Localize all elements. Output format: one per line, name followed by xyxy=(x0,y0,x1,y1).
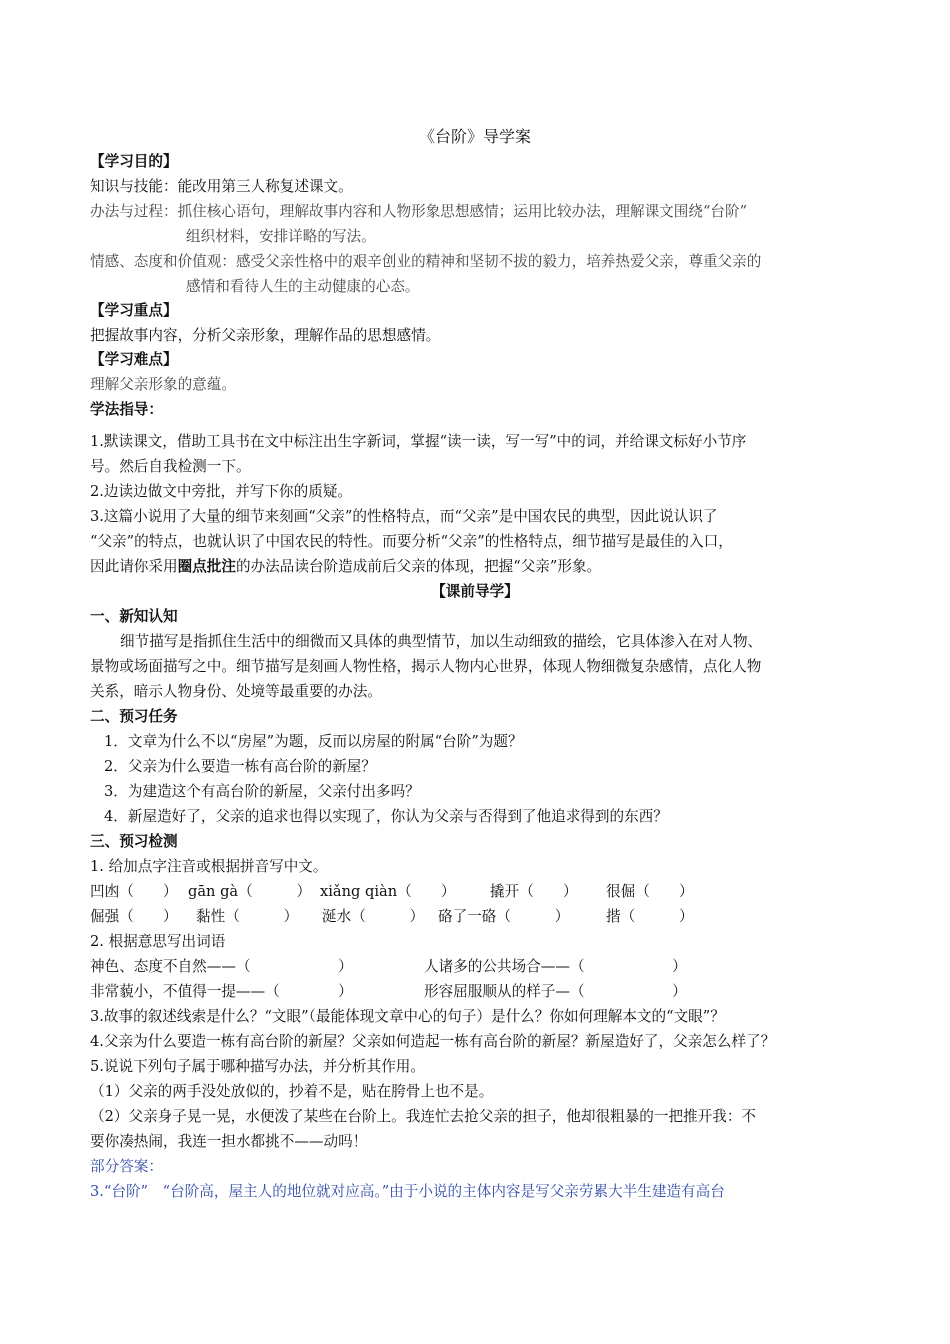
pre-class-heading: 【课前导学】 xyxy=(431,583,519,600)
guide-item-3-line3 xyxy=(90,558,601,576)
objective-method-line2: 组织材料，安排详略的写法。 xyxy=(186,228,376,245)
pinyin-item: 揩（ ） xyxy=(606,908,694,925)
difficulty-heading: 【学习难点】 xyxy=(90,351,178,368)
question-4: 4.父亲为什么要造一栋有高台阶的新屋？父亲如何造起一栋有高台阶的新屋？新屋造好了，父亲怎么样了？ xyxy=(90,1033,776,1050)
pinyin-item: 很倔（ ） xyxy=(606,883,694,900)
answer-label: 部分答案： xyxy=(90,1158,163,1175)
section-1-para-line2: 景物或场面描写之中。细节描写是刻画人物性格，揭示人物内心世界，体现人物细微复杂感情，点化人物 xyxy=(90,658,762,675)
question-5-sentence-1: （1）父亲的两手没处放似的，抄着不是，贴在胯骨上也不是。 xyxy=(90,1083,494,1100)
guide-item-1-line1: 1.默读课文，借助工具书在文中标注出生字新词，掌握“读一读，写一写”中的词，并给课文标好小节序 xyxy=(90,433,747,450)
document-title: 《台阶》导学案 xyxy=(418,127,531,146)
guide-item-3-line1: 3.这篇小说用了大量的细节来刻画“父亲”的性格特点，而“父亲”是中国农民的典型，因此说认识了 xyxy=(90,508,718,525)
objective-emotion-line1: 情感、态度和价值观：感受父亲性格中的艰辛创业的精神和坚韧不拔的毅力，培养热爱父亲，尊重父亲的 xyxy=(90,253,762,270)
definition-item: 非常藐小，不值得一提——（ ） xyxy=(90,983,353,1000)
difficulty-text: 理解父亲形象的意蕴。 xyxy=(90,376,236,393)
section-1-heading: 一、新知认知 xyxy=(90,608,178,625)
section-1-para-line3: 关系，暗示人物身份、处境等最重要的办法。 xyxy=(90,683,382,700)
task-item: 1．文章为什么不以“房屋”为题，反而以房屋的附属“台阶”为题？ xyxy=(104,733,523,750)
question-5-sentence-2-line1: （2）父亲身子晃一晃，水便泼了某些在台阶上。我连忙去抢父亲的担子，他却很粗暴的一把推开我：不 xyxy=(90,1108,757,1125)
pinyin-item: 撬开（ ） xyxy=(490,883,578,900)
guide-item-1-line2: 号。然后自我检测一下。 xyxy=(90,458,251,475)
pinyin-item: 涎水（ ） xyxy=(322,908,425,925)
guide-item-3-emphasis: 圈点批注 xyxy=(177,558,236,575)
definition-item: 人诸多的公共场合——（ ） xyxy=(424,958,687,975)
guide-item-3-line3-c: 的办法品读台阶造成前后父亲的体现，把握“父亲”形象。 xyxy=(235,558,602,575)
guide-item-2: 2.边读边做文中旁批，并写下你的质疑。 xyxy=(90,483,353,500)
definition-item: 神色、态度不自然——（ ） xyxy=(90,958,353,975)
pinyin-item: 倔强（ ） xyxy=(90,908,178,925)
pinyin-item: 黏性（ ） xyxy=(196,908,299,925)
key-points-text: 把握故事内容，分析父亲形象，理解作品的思想感情。 xyxy=(90,327,441,344)
question-5-sentence-2-line2: 要你凑热闹，我连一担水都挑不——动吗！ xyxy=(90,1133,368,1150)
section-3-heading: 三、预习检测 xyxy=(90,833,178,850)
guide-item-3-line3-a: 因此请你采用 xyxy=(90,558,178,575)
guide-item-3-line2: “父亲”的特点，也就认识了中国农民的特性。而要分析“父亲”的性格特点，细节描写是最佳的入口， xyxy=(90,533,733,550)
pinyin-item: gān gà（ ） xyxy=(188,883,312,900)
answer-3: 3.“台阶” “台阶高，屋主人的地位就对应高。”由于小说的主体内容是写父亲劳累大半生建造有高台 xyxy=(90,1183,725,1200)
pinyin-item: 凹凼（ ） xyxy=(90,883,178,900)
objective-method-line1: 办法与过程：抓住核心语句，理解故事内容和人物形象思想感情；运用比较办法，理解课文围绕“台阶” xyxy=(90,203,748,220)
definition-item: 形容屈服顺从的样子—（ ） xyxy=(424,983,687,1000)
objectives-heading: 【学习目的】 xyxy=(90,153,178,170)
task-item: 3．为建造这个有高台阶的新屋，父亲付出多吗？ xyxy=(104,783,420,800)
question-1: 1. 给加点字注音或根据拼音写中文。 xyxy=(90,858,328,875)
task-item: 2．父亲为什么要造一栋有高台阶的新屋？ xyxy=(104,758,376,775)
objective-knowledge: 知识与技能：能改用第三人称复述课文。 xyxy=(90,178,353,195)
question-2: 2. 根据意思写出词语 xyxy=(90,933,226,950)
objective-emotion-line2: 感情和看待人生的主动健康的心态。 xyxy=(186,278,420,295)
section-1-para-line1: 细节描写是指抓住生活中的细微而又具体的典型情节，加以生动细致的描绘，它具体渗入在对人物、 xyxy=(120,633,763,650)
pinyin-item: 硌了一硌（ ） xyxy=(438,908,570,925)
question-3: 3.故事的叙述线索是什么？“文眼”（最能体现文章中心的句子）是什么？你如何理解本文的“文眼”？ xyxy=(90,1008,725,1025)
section-2-heading: 二、预习任务 xyxy=(90,708,178,725)
guide-heading: 学法指导： xyxy=(90,401,163,418)
task-item: 4．新屋造好了，父亲的追求也得以实现了，你认为父亲与否得到了他追求得到的东西？ xyxy=(104,808,668,825)
key-points-heading: 【学习重点】 xyxy=(90,302,178,319)
question-5: 5.说说下列句子属于哪种描写办法，并分析其作用。 xyxy=(90,1058,425,1075)
pinyin-item: xiǎng qiàn（ ） xyxy=(320,883,456,900)
